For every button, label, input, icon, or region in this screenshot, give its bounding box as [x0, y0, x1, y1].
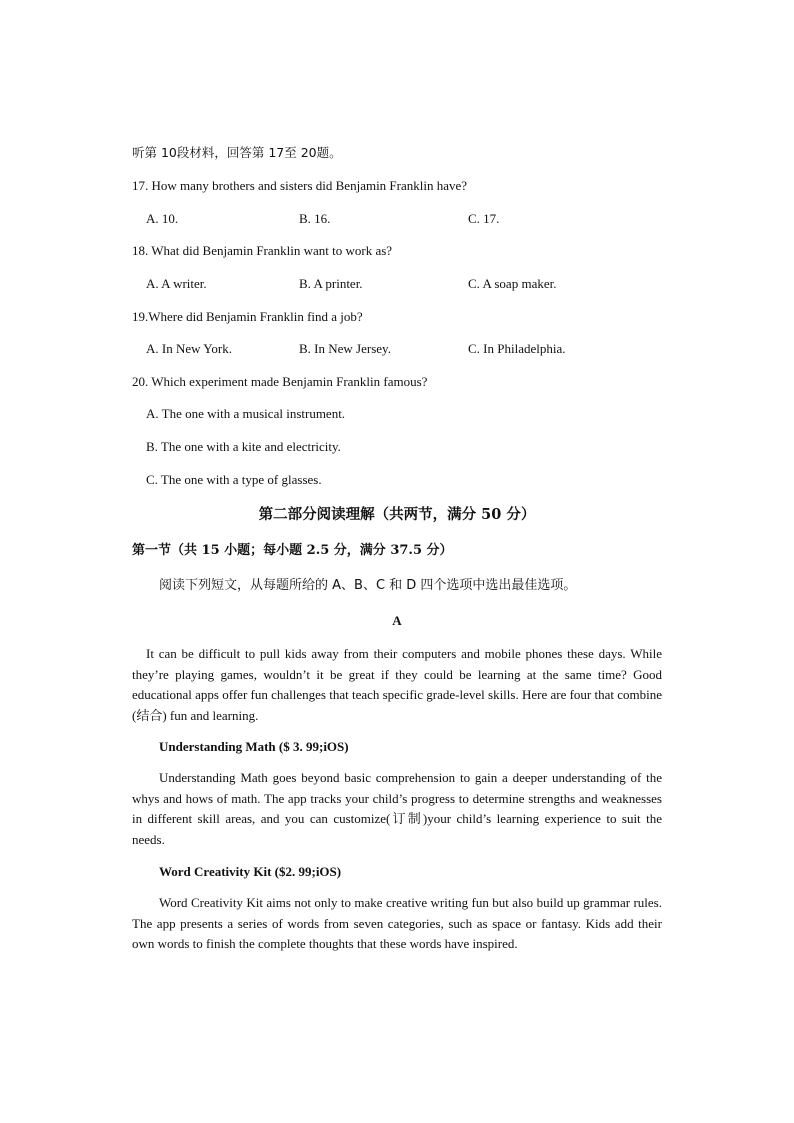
question-18-option-c: C. A soap maker. [468, 276, 557, 291]
question-19-stem: 19.Where did Benjamin Franklin find a job? [132, 309, 363, 324]
reading-instruction: 阅读下列短文，从每题所给的 A、B、C 和 D 四个选项中选出最佳选项。 [159, 578, 577, 593]
question-18-option-a: A. A writer. [146, 276, 207, 291]
question-17-option-a: A. 10. [146, 211, 179, 226]
intro-paragraph: It can be difficult to pull kids away from their computers and mobile phones these days. While they’re playing games, wouldn’t it be great if they could be learning at the same time? Good educational apps offer fun challenges that teach specific grade-level skills. Here are four that combine (结合) fun and learning. [132, 646, 663, 723]
question-18-stem: 18. What did Benjamin Franklin want to work as? [132, 243, 393, 258]
question-19-option-b: B. In New Jersey. [299, 341, 391, 356]
question-20-option-a: A. The one with a musical instrument. [146, 406, 346, 421]
app-description-word-creativity-kit: Word Creativity Kit aims not only to make creative writing fun but also build up grammar rules. The app presents a series of words from seven categories, such as space or fantasy. Kids add their own words to finish the complete thoughts that these words have inspired. [132, 895, 662, 951]
question-18-option-b: B. A printer. [299, 276, 363, 291]
question-20-option-b: B. The one with a kite and electricity. [146, 439, 341, 454]
question-17-option-c: C. 17. [468, 211, 500, 226]
question-20-option-c: C. The one with a type of glasses. [146, 472, 322, 487]
app-title-word-creativity-kit: Word Creativity Kit ($2. 99;iOS) [159, 864, 342, 879]
app-title-understanding-math: Understanding Math ($ 3. 99;iOS) [159, 739, 349, 754]
question-20-stem: 20. Which experiment made Benjamin Franklin famous? [132, 374, 428, 389]
question-17-stem: 17. How many brothers and sisters did Benjamin Franklin have? [132, 178, 468, 193]
app-description-understanding-math: Understanding Math goes beyond basic comprehension to gain a deeper understanding of the whys and hows of math. The app tracks your child’s progress to determine strengths and weaknesses in different skill areas, and you can customize(订制)your child’s learning experience to suit the needs. [132, 770, 662, 847]
listening-intro: 听第 10段材料，回答第 17至 20题。 [132, 145, 342, 160]
passage-label: A [392, 613, 402, 628]
question-17-option-b: B. 16. [299, 211, 331, 226]
subsection-title: 第一节（共 15 小题；每小题 2.5 分，满分 37.5 分） [132, 543, 453, 558]
section-title: 第二部分阅读理解（共两节，满分 50 分） [258, 506, 536, 523]
question-19-option-a: A. In New York. [146, 341, 232, 356]
question-19-option-c: C. In Philadelphia. [468, 341, 566, 356]
